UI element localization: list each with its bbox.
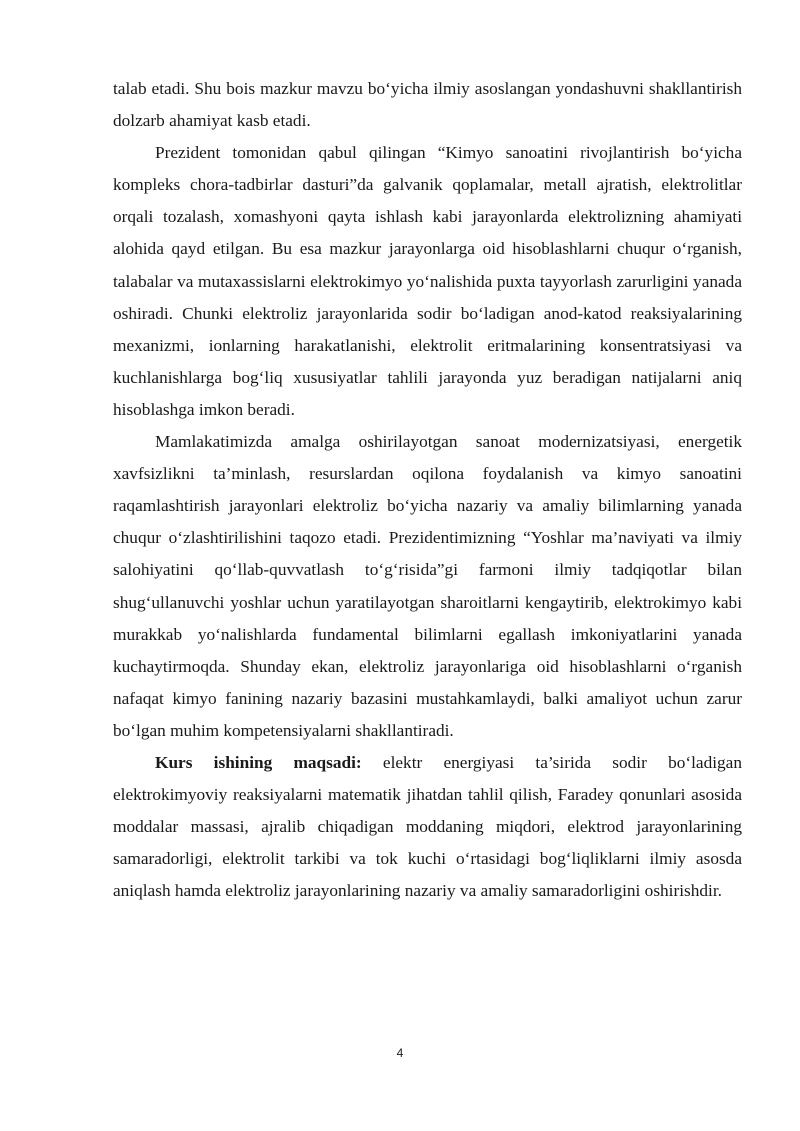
paragraph-4-text: elektr energiyasi ta’sirida sodir bo‘ladigan elektrokimyoviy reaksiyalarni matematik jihatdan tahlil qilish, Faradey qonunlari asosida moddalar massasi, ajralib chiqadigan moddaning miqdori, elektrod jarayonlarining samaradorligi, elektrolit tarkibi va tok kuchi o‘rtasidagi bog‘liqliklarni ilmiy asosda aniqlash hamda elektroliz jarayonlarining nazariy va amaliy samaradorligini oshirishdir. xyxy=(113,752,742,901)
body-text xyxy=(113,73,742,907)
paragraph-3-text: Mamlakatimizda amalga oshirilayotgan sanoat modernizatsiyasi, energetik xavfsizlikni ta’minlash, resurslardan oqilona foydalanish va kimyo sanoatini raqamlashtirish jarayonlari elektroliz bo‘yicha nazariy va amaliy bilimlarning yanada chuqur o‘zlashtirilishini taqozo etadi. Prezidentimizning “Yoshlar ma’naviyati va ilmiy salohiyatini qo‘llab-quvvatlash to‘g‘risida”gi farmoni ilmiy tadqiqotlar bilan shug‘ullanuvchi yoshlar uchun yaratilayotgan sharoitlarni kengaytirib, elektrokimyo kabi murakkab yo‘nalishlarda fundamental bilimlarni egallash imkoniyatlarini yanada kuchaytirmoqda. Shunday ekan, elektroliz jarayonlariga oid hisoblashlarni o‘rganish nafaqat kimyo fanining nazariy bazasini mustahkamlaydi, balki amaliyot uchun zarur bo‘lgan muhim kompetensiyalarni shakllantiradi. xyxy=(113,432,742,740)
paragraph-2 xyxy=(113,137,742,426)
paragraph-1 xyxy=(113,73,742,137)
course-goal-heading: Kurs ishining maqsadi: xyxy=(155,752,362,772)
page-number: 4 xyxy=(396,1046,404,1060)
paragraph-4 xyxy=(113,747,742,907)
paragraph-2-text: Prezident tomonidan qabul qilingan “Kimyo sanoatini rivojlantirish bo‘yicha kompleks chora-tadbirlar dasturi”da galvanik qoplamalar, metall ajratish, elektrolitlar orqali tozalash, xomashyoni qayta ishlash kabi jarayonlarda elektrolizning ahamiyati alohida qayd etilgan. Bu esa mazkur jarayonlarga oid hisoblashlarni chuqur o‘rganish, talabalar va mutaxassislarni elektrokimyo yo‘nalishida puxta tayyorlash zarurligini yanada oshiradi. Chunki elektroliz jarayonlarida sodir bo‘ladigan anod-katod reaksiyalarining mexanizmi, ionlarning harakatlanishi, elektrolit eritmalarining konsentratsiyasi va kuchlanishlarga bog‘liq xususiyatlar tahlili jarayonda yuz beradigan natijalarni aniq hisoblashga imkon beradi. xyxy=(113,143,742,419)
paragraph-1-text: talab etadi. Shu bois mazkur mavzu bo‘yicha ilmiy asoslangan yondashuvni shakllantirish dolzarb ahamiyat kasb etadi. xyxy=(113,79,742,131)
paragraph-3 xyxy=(113,426,742,747)
